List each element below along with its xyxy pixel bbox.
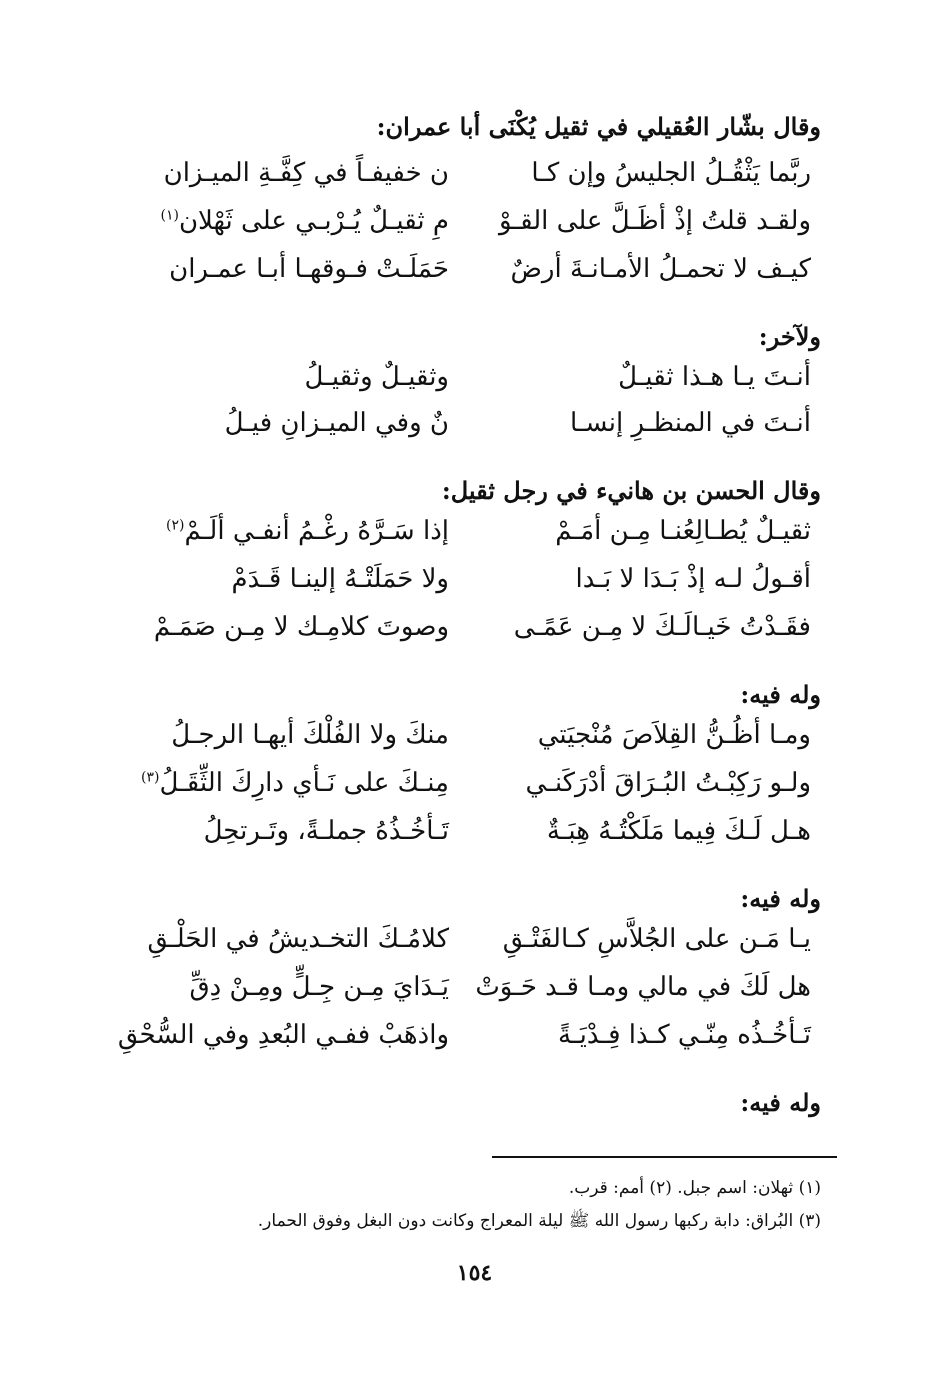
footnote-marker: (٣)	[141, 769, 160, 786]
verse-right: فقَـدْتُ خَيـالَـكَ لا مِـن عَمًـى	[513, 612, 811, 642]
verse-left: تَـأخُـذُهُ جملـةً، وتَـرتحِلُ	[203, 816, 449, 846]
verse-left	[141, 768, 449, 798]
verse-left: نٌ وفي الميـزانِ فيـلُ	[224, 408, 449, 438]
verse-left: كلامُـكَ التخـديشُ في الحَلْـقِ	[147, 924, 449, 954]
section-intro: وقال الحسن بن هانيء في رجل ثقيل:	[441, 476, 821, 505]
verse-left: ولا حَمَلَتْـهُ إلينـا قَـدَمْ	[231, 564, 449, 594]
section-intro: وله فيه:	[740, 884, 821, 913]
verse-left-text: مِ ثقيـلٌ يُـرْبـي على ثَهْلان	[178, 206, 449, 236]
verse-left: ن خفيفـاً في كِفَّـةِ الميـزان	[163, 158, 449, 188]
footnote-line: (١) ثهلان: اسم جبل. (٢) أمم: قرب.	[568, 1178, 821, 1198]
verse-right: كيـف لا تحمـلُ الأمـانـةَ أرضٌ	[510, 254, 811, 284]
verse-left	[160, 206, 449, 236]
verse-right: أنـتَ في المنظـرِ إنسـا	[569, 408, 811, 438]
section-intro: ولآخر:	[758, 322, 821, 351]
verse-left: وثقيـلٌ وثقيـلُ	[304, 362, 449, 392]
page-number: ١٥٤	[456, 1260, 493, 1286]
section-intro: وله فيه:	[740, 680, 821, 709]
verse-left: حَمَلَـتْ فـوقهـا أبـا عمـران	[169, 254, 449, 284]
verse-left	[166, 516, 449, 546]
verse-left: منكَ ولا الفُلْكَ أيهـا الرجـلُ	[171, 720, 449, 750]
verse-right: ثقيـلٌ يُطـالِعُنـا مِـن أمَـمْ	[555, 516, 811, 546]
verse-right: ولـو رَكِبْـتُ البُـرَاقَ أدْرَكَنـي	[525, 768, 811, 798]
verse-right: ربَّما يَثْقُـلُ الجليسُ وإن كـا	[531, 158, 811, 188]
verse-left-text: إذا سَـرَّهُ رغْـمُ أنفـي ألَـمْ	[184, 516, 449, 546]
verse-left: واذهَبْ ففـي البُعدِ وفي السُّحْقِ	[117, 1020, 449, 1050]
verse-left-text: مِنـكَ على نَـأي دارِكَ الثِّقَـلُ	[159, 768, 449, 798]
verse-right: ولقـد قلتُ إذْ أظَـلَّ على القـوْ	[499, 206, 811, 236]
footnote-marker: (٢)	[166, 517, 185, 534]
verse-right: أنـتَ يـا هـذا ثقيـلٌ	[618, 362, 811, 392]
verse-left: يَـدَايَ مِـن جِـلٍّ ومِـنْ دِقِّ	[189, 972, 449, 1002]
footnote-divider	[492, 1156, 837, 1158]
verse-right: هل لَكَ في مالي ومـا قـد حَـوَتْ	[475, 972, 811, 1002]
verse-right: هـل لَـكَ فِيما مَلَكْتُـهُ هِبَـةٌ	[546, 816, 811, 846]
footnote-marker: (١)	[160, 207, 179, 224]
footnote-line: (٣) البُراق: دابة ركبها رسول الله ﷺ ليلة المعراج وكانت دون البغل وفوق الحمار.	[257, 1211, 821, 1231]
verse-right: يـا مَـن على الجُلاَّسِ كـالفَتْـقِ	[502, 924, 811, 954]
verse-left: وصوتَ كلامِـك لا مِـن صَمَـمْ	[153, 612, 449, 642]
verse-right: تَـأخُـذُه مِنّـي كـذا فِـدْيَـةً	[558, 1020, 811, 1050]
verse-right: ومـا أظُـنُّ القِلاَصَ مُنْجيَتي	[537, 720, 811, 750]
section-intro: وله فيه:	[740, 1088, 821, 1117]
section-intro: وقال بشّار العُقيلي في ثقيل يُكْنَى أبا عمران:	[376, 112, 821, 141]
verse-right: أقـولُ لـه إذْ بَـدَا لا بَـدا	[575, 564, 811, 594]
